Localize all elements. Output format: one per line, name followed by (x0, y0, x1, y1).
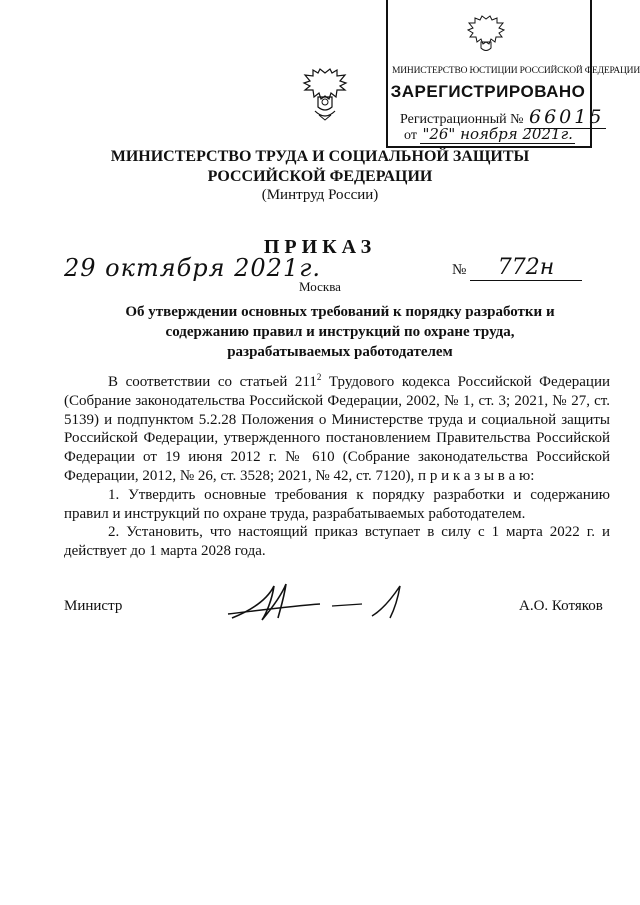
body-paragraph-item2: 2. Установить, что настоящий приказ вступает в силу с 1 марта 2022 г. и действует до 1 марта 2028 года. (64, 524, 610, 560)
ministry-short-name: (Минтруд России) (261, 187, 379, 203)
stamp-reg-date-value: "26" ноября 2021г. (422, 125, 573, 143)
order-subject (100, 302, 580, 362)
body-paragraph-preamble (64, 373, 610, 486)
body-paragraph-item1: 1. Утвердить основные требования к порядку разработки и содержанию правил и инструкций по охране труда, разрабатываемых работодателем. (64, 486, 610, 522)
article-superscript: 2 (316, 372, 322, 382)
city-label: Москва (299, 279, 341, 294)
order-number-value: 772н (470, 255, 582, 281)
handwritten-signature (222, 580, 422, 624)
registration-stamp (386, 0, 640, 148)
order-date: 29 октября 2021г. (64, 254, 321, 282)
stamp-registration-date (404, 125, 575, 144)
stamp-ministry-name: МИНИСТЕРСТВО ЮСТИЦИИ РОССИЙСКОЙ ФЕДЕРАЦИИ (392, 66, 640, 76)
signatory-position: Министр (64, 598, 123, 614)
preamble-part2: Трудового кодекса Российской Федерации (Собрание законодательства Российской Федерации, 2002, № 1, ст. 3; 2021, № 27, ст. 5139) и подпунктом 5.2.28 Положения о Министерстве труда и социальной защиты Российской Федерации, утвержденного постановлением Правительства Российской Федерации от 19 июня 2012 г. № 610 (Собрание законодательства Российской Федерации, 2012, № 26, ст. 3528; 2021, № 42, ст. 7120), п р и к а з ы в а ю: (64, 374, 610, 484)
document-type-title: ПРИКАЗ (263, 236, 377, 258)
stamp-emblem-icon (466, 15, 506, 55)
ministry-title-line1: МИНИСТЕРСТВО ТРУДА И СОЦИАЛЬНОЙ ЗАЩИТЫ (110, 148, 530, 165)
ministry-title-line2: РОССИЙСКОЙ ФЕДЕРАЦИИ (207, 168, 433, 185)
order-number-label: № (452, 262, 467, 278)
coat-of-arms-emblem (301, 67, 349, 123)
signatory-name: А.О. Котяков (519, 598, 603, 614)
subject-line3: разрабатываемых работодателем (227, 344, 453, 360)
subject-line2: содержанию правил и инструкций по охране труда, (165, 324, 515, 340)
stamp-reg-number-value: 66015 (529, 106, 605, 128)
stamp-registered-label: ЗАРЕГИСТРИРОВАНО (390, 82, 586, 101)
stamp-reg-date-prefix: от (404, 128, 417, 143)
stamp-reg-number-label: Регистрационный № (400, 112, 524, 127)
order-body (64, 373, 610, 561)
preamble-part1: В соответствии со статьей 211 (108, 374, 317, 390)
subject-line1: Об утверждении основных требований к порядку разработки и (125, 304, 555, 320)
ministry-title (0, 147, 640, 187)
